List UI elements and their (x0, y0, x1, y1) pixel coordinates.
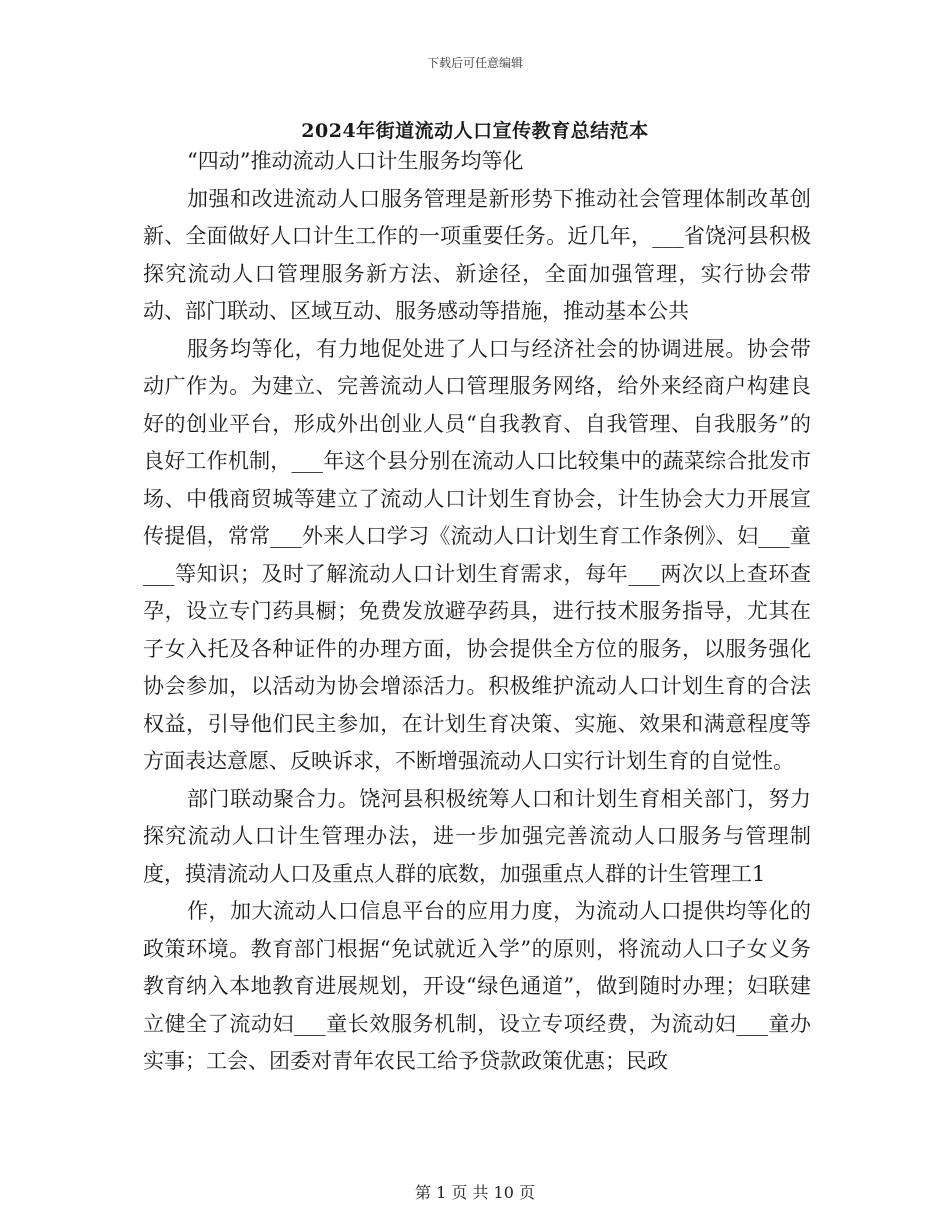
paragraph-4: 作，加大流动人口信息平台的应用力度，为流动人口提供均等化的政策环境。教育部门根据“免试就近入学”的原则，将流动人口子女义务教育纳入本地教育进展规划，开设“绿色通道”，做到随时办理；妇联建立健全了流动妇___童长效服务机制，设立专项经费，为流动妇___童办实事；工会、团委对青年农民工给予贷款政策优惠；民政 (143, 899, 811, 1073)
document-title: 2024年街道流动人口宣传教育总结范本 (301, 120, 649, 142)
paragraph-2: 服务均等化，有力地促处进了人口与经济社会的协调进展。协会带动广作为。为建立、完善流动人口管理服务网络，给外来经商户构建良好的创业平台，形成外出创业人员“自我教育、自我管理、自我服务”的良好工作机制，___年这个县分别在流动人口比较集中的蔬菜综合批发市场、中俄商贸城等建立了流动人口计划生育协会，计生协会大力开展宣传提倡，常常___外来人口学习《流动人口计划生育工作条例》、妇___童___等知识；及时了解流动人口计划生育需求，每年___两次以上查环查孕，设立专门药具橱；免费发放避孕药具，进行技术服务指导，尤其在子女入托及各种证件的办理方面，协会提供全方位的服务，以服务强化协会参加，以活动为协会增添活力。积极维护流动人口计划生育的合法权益，引导他们民主参加，在计划生育决策、实施、效果和满意程度等方面表达意愿、反映诉求，不断增强流动人口实行计划生育的自觉性。 (143, 336, 811, 773)
paragraph-3: 部门联动聚合力。饶河县积极统筹人口和计划生育相关部门，努力探究流动人口计生管理办法，进一步加强完善流动人口服务与管理制度，摸清流动人口及重点人群的底数，加强重点人群的计生管理工1 (143, 786, 811, 886)
paragraph-1: 加强和改进流动人口服务管理是新形势下推动社会管理体制改革创新、全面做好人口计生工作的一项重要任务。近几年，___省饶河县积极探究流动人口管理服务新方法、新途径，全面加强管理，实行协会带动、部门联动、区域互动、服务感动等措施，推动基本公共 (143, 186, 811, 323)
document-body (143, 143, 811, 1081)
page-footer: 第 1 页 共 10 页 (415, 1183, 535, 1202)
section-subtitle: “四动”推动流动人口计生服务均等化 (187, 149, 524, 173)
page-header-note: 下载后可任意编辑 (426, 56, 523, 70)
